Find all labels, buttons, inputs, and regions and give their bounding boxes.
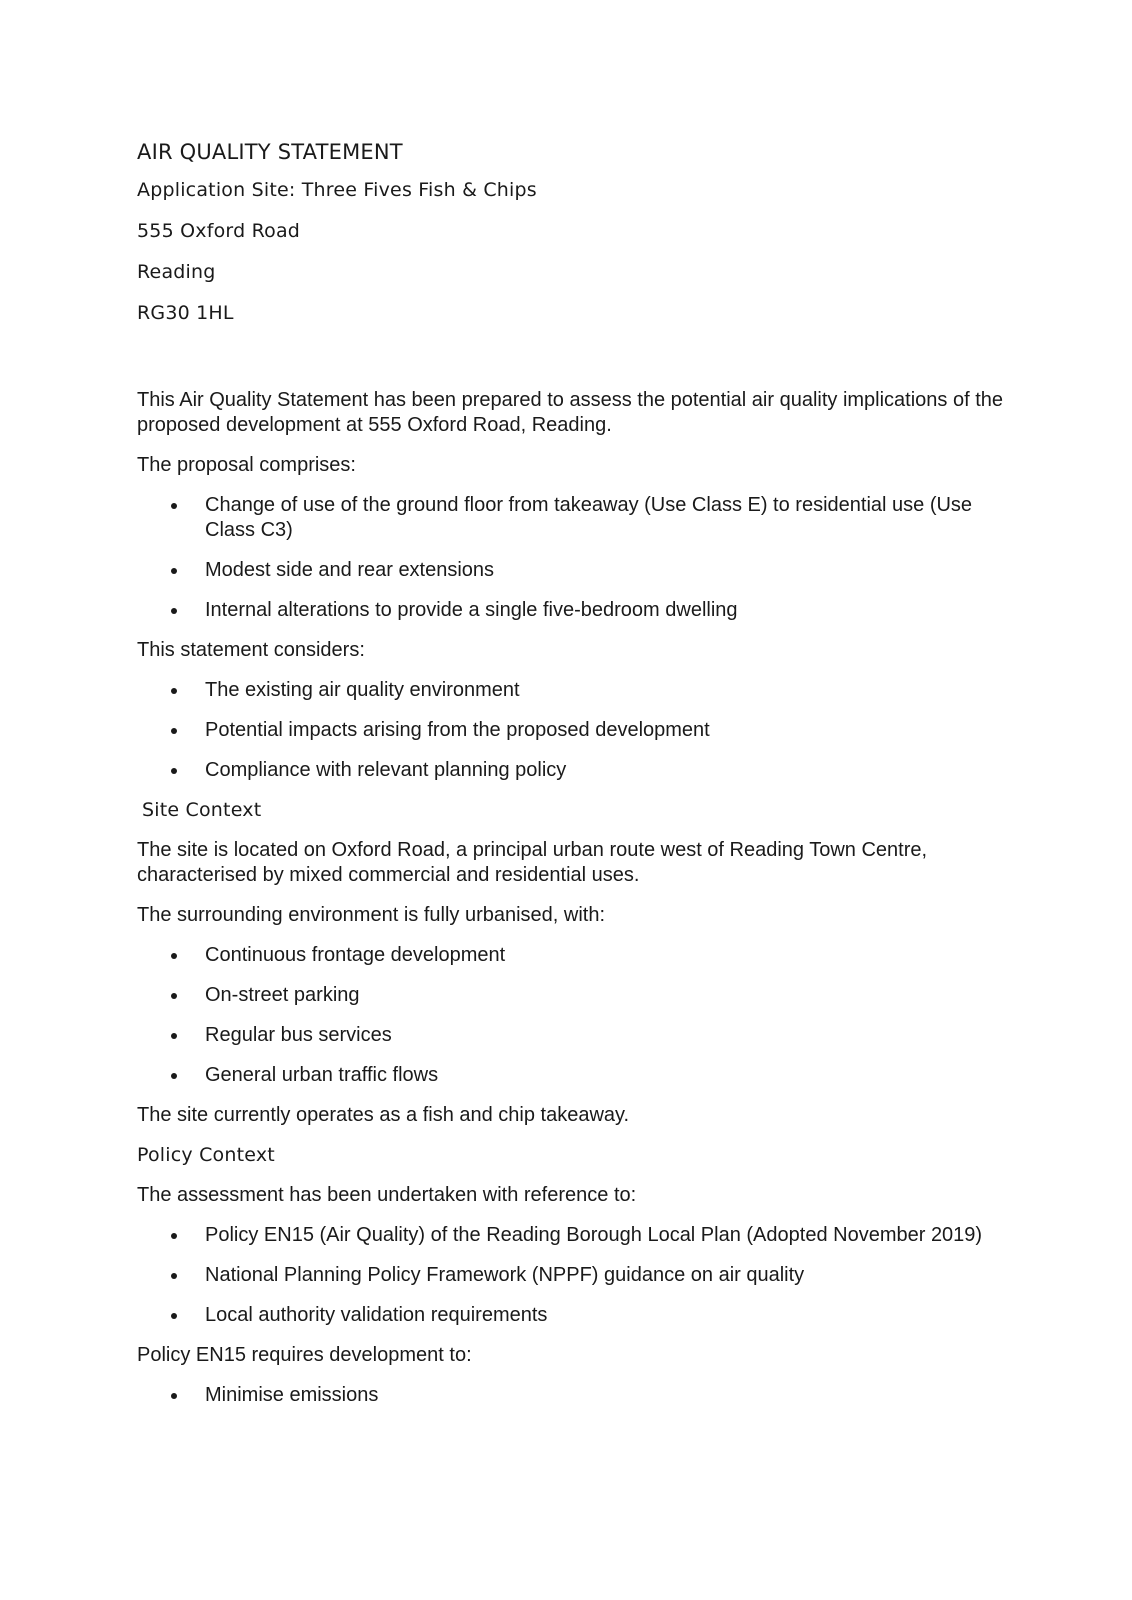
list-item — [137, 718, 1017, 743]
bullet-icon — [171, 993, 177, 999]
list-item-text: Minimise emissions — [205, 1384, 379, 1406]
bullet-icon — [171, 1073, 177, 1079]
en15-lead: Policy EN15 requires development to: — [137, 1344, 472, 1366]
current-use-paragraph: The site currently operates as a fish and chip takeaway. — [137, 1104, 630, 1126]
list-item — [137, 758, 1017, 783]
policy-context-heading: Policy Context — [137, 1144, 275, 1166]
list-item-text: National Planning Policy Framework (NPPF) guidance on air quality — [205, 1264, 805, 1286]
proposal-list — [137, 493, 1017, 623]
address-line-2: Reading — [137, 261, 216, 283]
list-item-text: The existing air quality environment — [205, 679, 520, 701]
document-title: AIR QUALITY STATEMENT — [137, 140, 403, 164]
policy-list — [137, 1223, 1017, 1328]
environment-lead: The surrounding environment is fully urbanised, with: — [137, 904, 606, 926]
list-item — [137, 1223, 1017, 1248]
bullet-icon — [171, 503, 177, 509]
proposal-lead: The proposal comprises: — [137, 454, 356, 476]
postcode-line: RG30 1HL — [137, 302, 234, 324]
list-item-text: Potential impacts arising from the proposed development — [205, 719, 710, 741]
list-item — [137, 983, 1017, 1008]
list-item-text: General urban traffic flows — [205, 1064, 439, 1086]
bullet-icon — [171, 1393, 177, 1399]
list-item-text: Local authority validation requirements — [205, 1304, 548, 1326]
bullet-icon — [171, 953, 177, 959]
bullet-icon — [171, 1233, 177, 1239]
list-item — [137, 598, 1017, 623]
en15-list — [137, 1383, 1017, 1408]
list-item-text: On-street parking — [205, 984, 360, 1006]
list-item — [137, 678, 1017, 703]
list-item — [137, 1383, 1017, 1408]
list-item — [137, 1063, 1017, 1088]
site-context-paragraph: The site is located on Oxford Road, a principal urban route west of Reading Town Centre, characterised by mixed commercial and residential uses. — [137, 839, 928, 886]
section-spacer — [137, 334, 1017, 388]
bullet-icon — [171, 1033, 177, 1039]
bullet-icon — [171, 768, 177, 774]
list-item — [137, 1263, 1017, 1288]
intro-paragraph: This Air Quality Statement has been prepared to assess the potential air quality implications of the proposed development at 555 Oxford Road, Reading. — [137, 389, 1004, 436]
bullet-icon — [171, 728, 177, 734]
bullet-icon — [171, 568, 177, 574]
list-item-text: Regular bus services — [205, 1024, 392, 1046]
policy-lead: The assessment has been undertaken with reference to: — [137, 1184, 637, 1206]
bullet-icon — [171, 1313, 177, 1319]
list-item-text: Change of use of the ground floor from takeaway (Use Class E) to residential use (Use Class C3) — [205, 494, 973, 541]
address-line-1: 555 Oxford Road — [137, 220, 301, 242]
considers-list — [137, 678, 1017, 783]
list-item — [137, 943, 1017, 968]
document-page — [137, 124, 1017, 1423]
application-site-line: Application Site: Three Fives Fish & Chips — [137, 179, 537, 201]
list-item-text: Internal alterations to provide a single five-bedroom dwelling — [205, 599, 738, 621]
list-item-text: Continuous frontage development — [205, 944, 506, 966]
bullet-icon — [171, 1273, 177, 1279]
site-context-heading: Site Context — [142, 799, 262, 821]
environment-list — [137, 943, 1017, 1088]
list-item — [137, 493, 1017, 543]
list-item-text: Modest side and rear extensions — [205, 559, 495, 581]
bullet-icon — [171, 608, 177, 614]
list-item — [137, 558, 1017, 583]
list-item-text: Compliance with relevant planning policy — [205, 759, 567, 781]
bullet-icon — [171, 688, 177, 694]
list-item-text: Policy EN15 (Air Quality) of the Reading Borough Local Plan (Adopted November 2019) — [205, 1224, 983, 1246]
list-item — [137, 1023, 1017, 1048]
list-item — [137, 1303, 1017, 1328]
considers-lead: This statement considers: — [137, 639, 365, 661]
